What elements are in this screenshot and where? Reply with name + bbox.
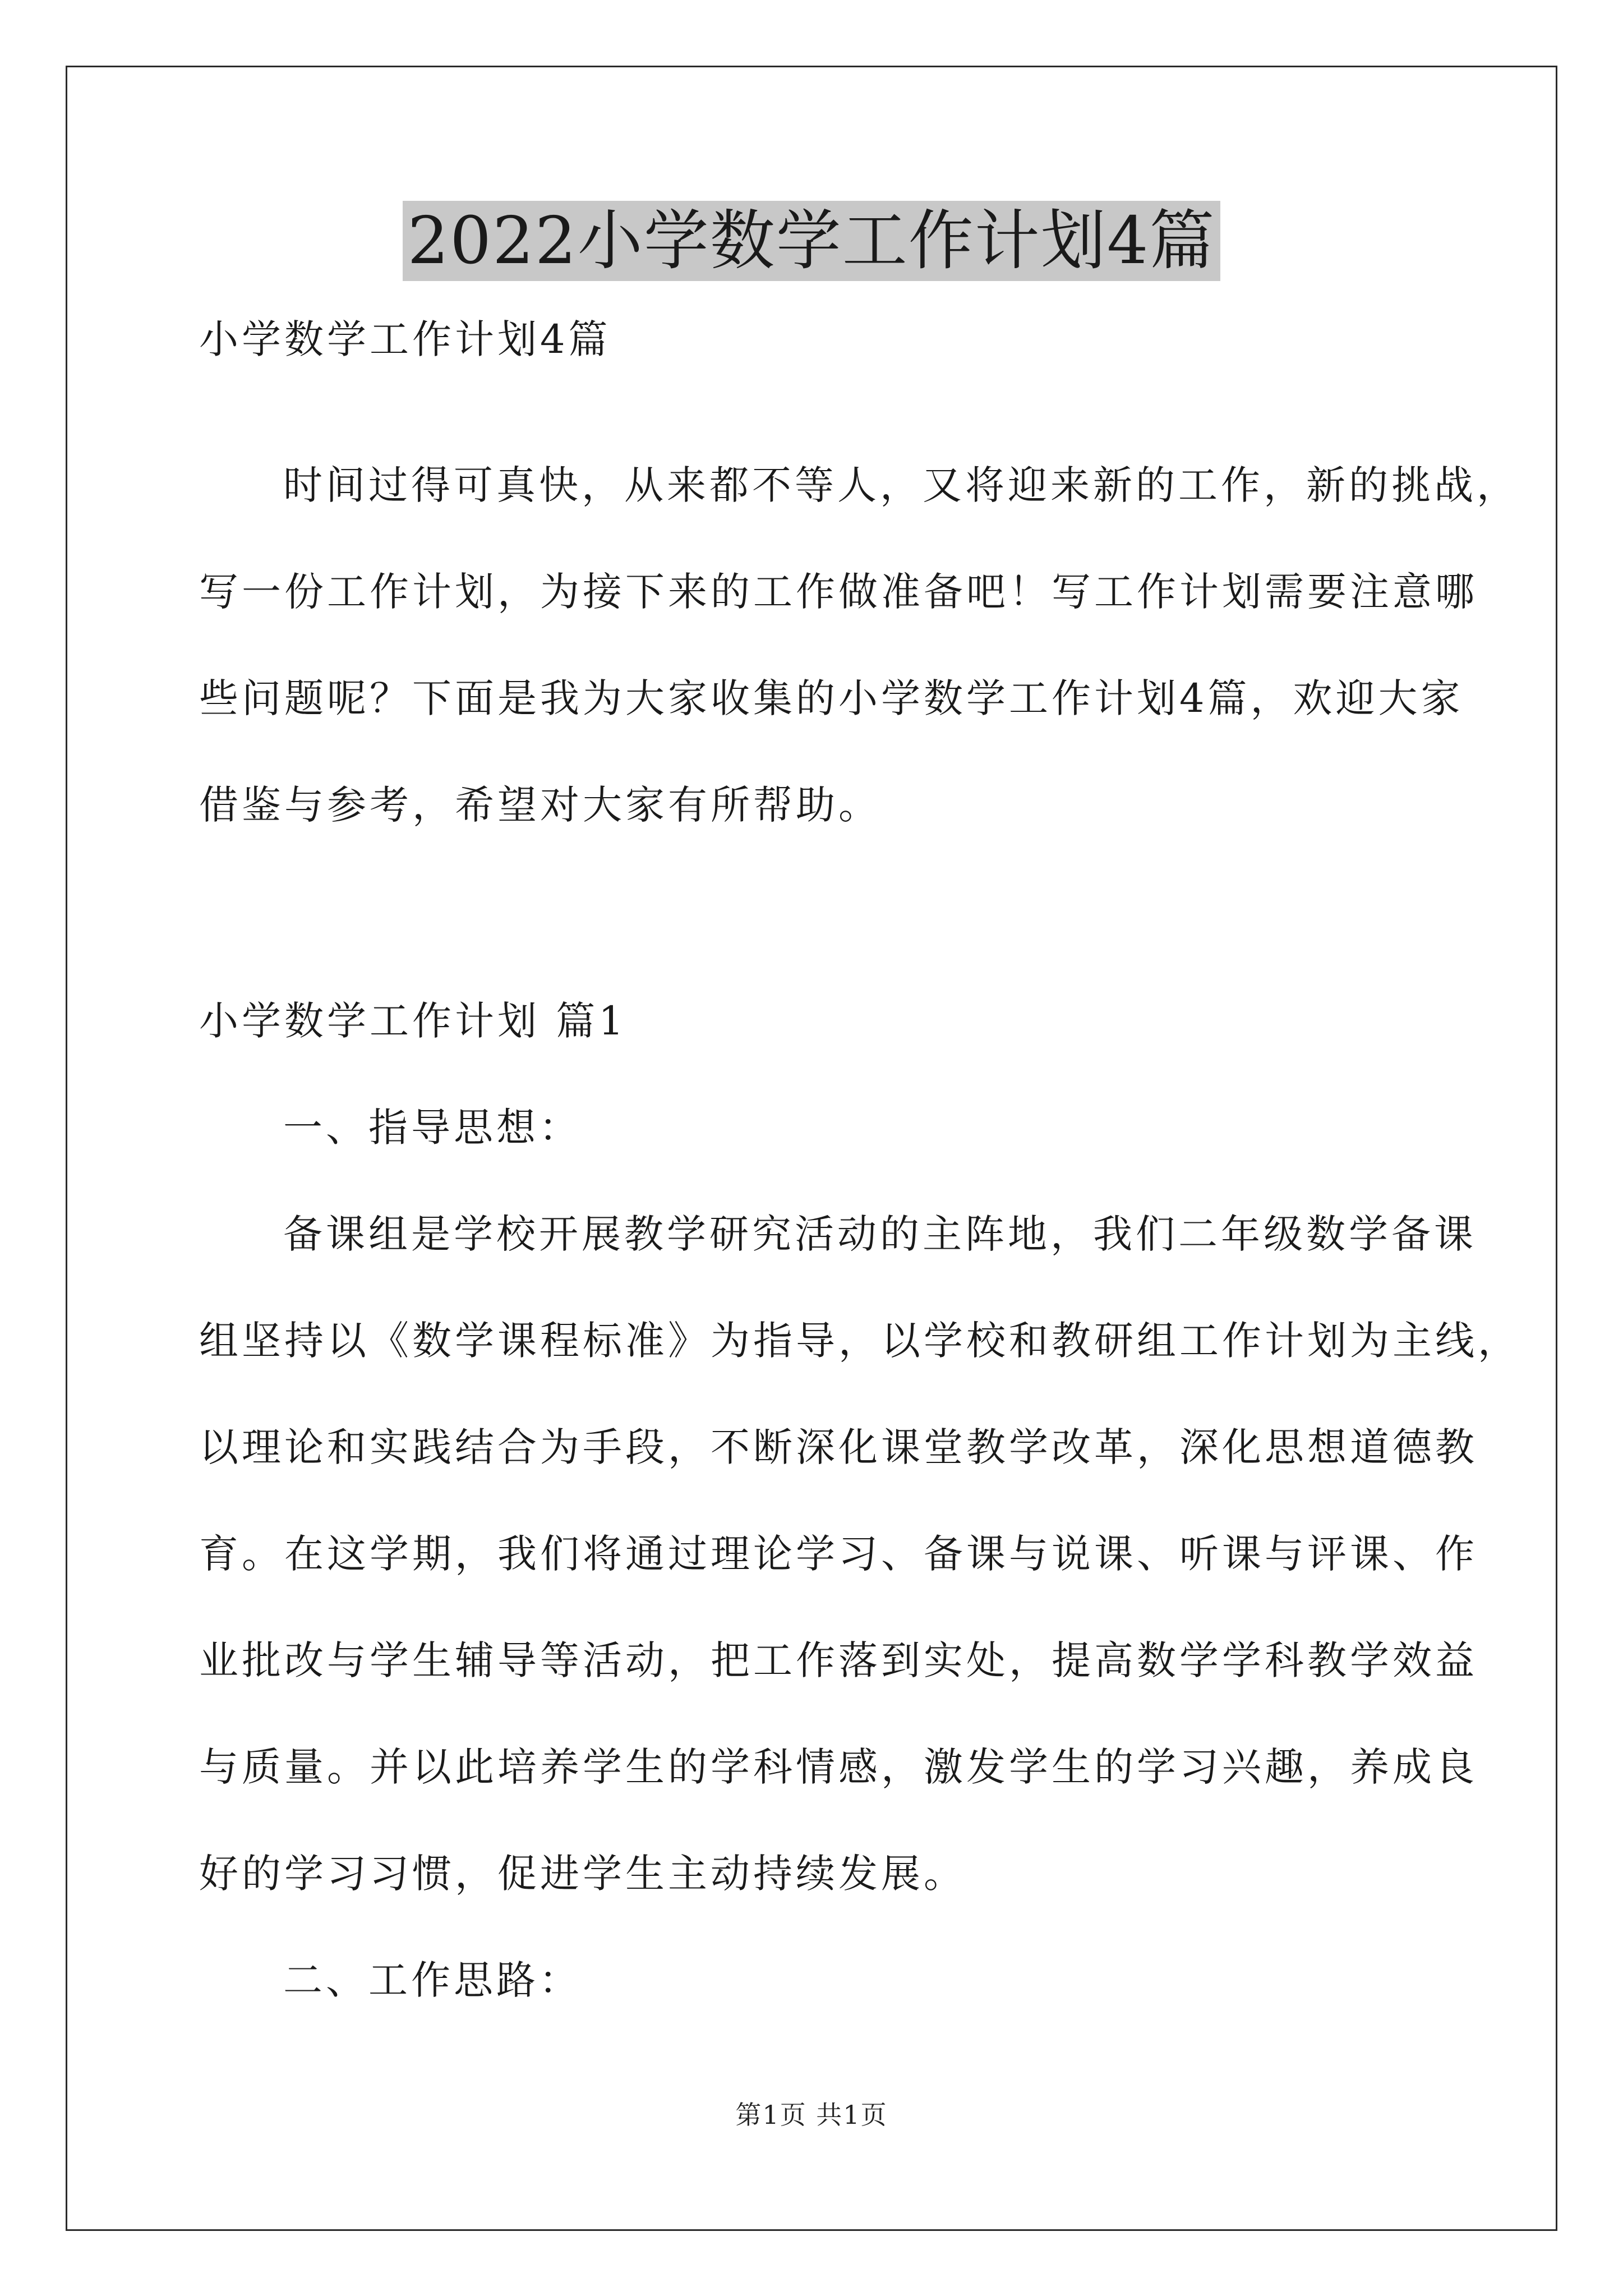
guiding-line-6: 与质量。并以此培养学生的学科情感，激发学生的学习兴趣，养成良: [199, 1744, 1478, 1790]
document-title-text: 2022小学数学工作计划4篇: [403, 201, 1220, 281]
guiding-line-1: 备课组是学校开展教学研究活动的主阵地，我们二年级数学备课: [283, 1211, 1477, 1257]
guiding-heading: 一、指导思想：: [283, 1105, 582, 1151]
intro-line-4: 借鉴与参考，希望对大家有所帮助。: [199, 782, 881, 828]
intro-line-2: 写一份工作计划，为接下来的工作做准备吧！写工作计划需要注意哪: [199, 569, 1478, 615]
section-heading-1: 小学数学工作计划 篇1: [199, 998, 627, 1044]
page-footer: 第1页 共1页: [735, 2100, 888, 2130]
intro-line-1: 时间过得可真快，从来都不等人，又将迎来新的工作，新的挑战，: [283, 462, 1519, 508]
guiding-line-7: 好的学习习惯，促进学生主动持续发展。: [199, 1851, 966, 1897]
guiding-line-2: 组坚持以《数学课程标准》为指导，以学校和教研组工作计划为主线，: [199, 1318, 1520, 1364]
work-heading: 二、工作思路：: [283, 1957, 582, 2003]
intro-line-3: 些问题呢？下面是我为大家收集的小学数学工作计划4篇，欢迎大家: [199, 675, 1464, 721]
guiding-line-5: 业批改与学生辅导等活动，把工作落到实处，提高数学学科教学效益: [199, 1637, 1478, 1683]
guiding-line-3: 以理论和实践结合为手段，不断深化课堂教学改革，深化思想道德教: [199, 1424, 1478, 1470]
document-subtitle: 小学数学工作计划4篇: [199, 316, 611, 362]
guiding-line-4: 育。在这学期，我们将通过理论学习、备课与说课、听课与评课、作: [199, 1531, 1478, 1577]
document-title: [0, 199, 1623, 283]
